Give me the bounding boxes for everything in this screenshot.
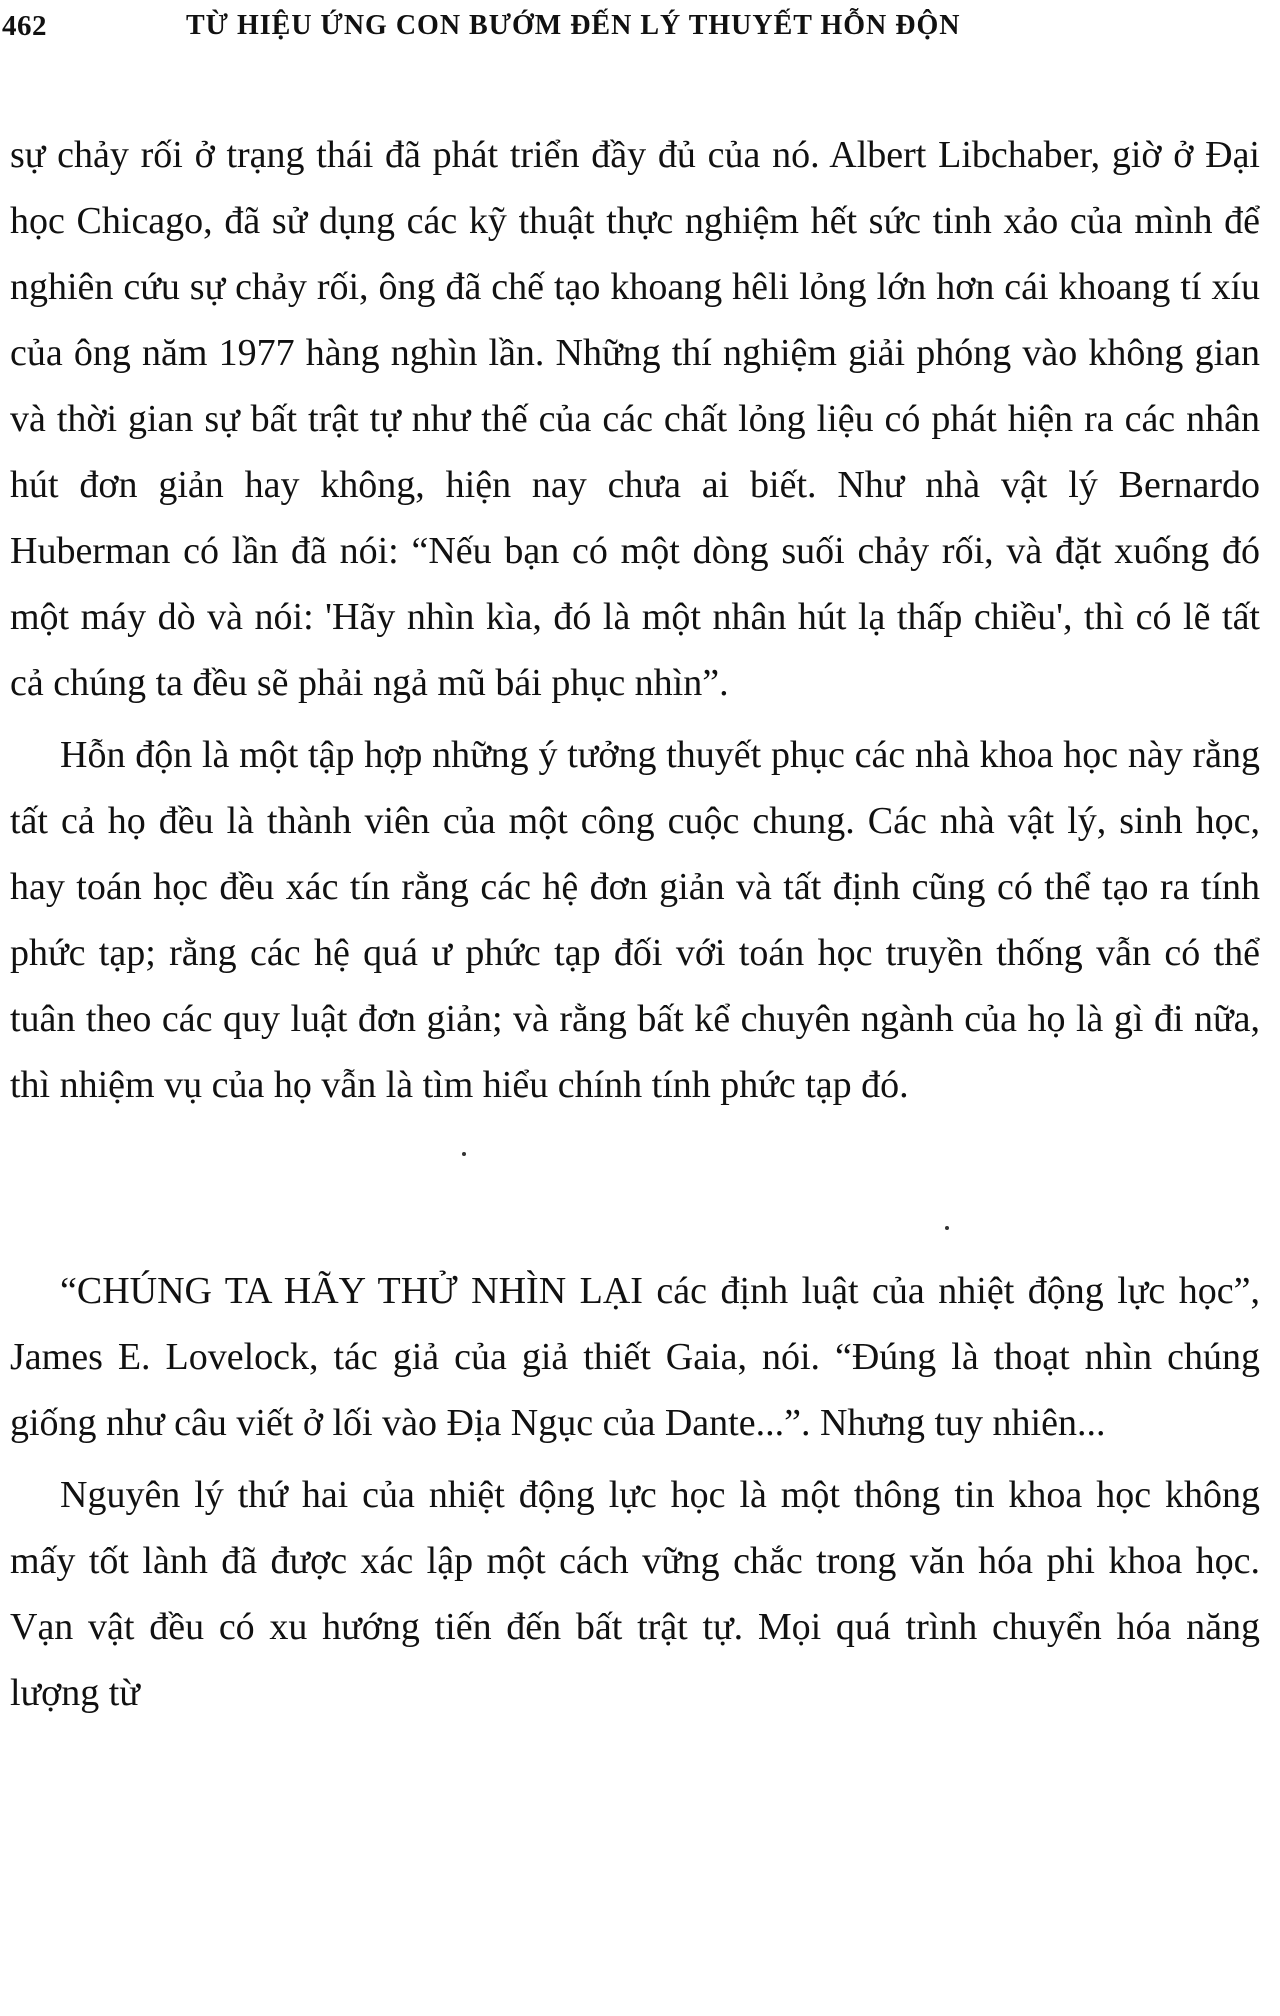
paragraph-2: Hỗn độn là một tập hợp những ý tưởng thuyết phục các nhà khoa học này rằng tất cả họ đều là thành viên của một công cuộc chung. Các nhà vật lý, sinh học, hay toán học đều xác tín rằng các hệ đơn giản và tất định cũng có thể tạo ra tính phức tạp; rằng các hệ quá ư phức tạp đối với toán học truyền thống vẫn có thể tuân theo các quy luật đơn giản; và rằng bất kể chuyên ngành của họ là gì đi nữa, thì nhiệm vụ của họ vẫn là tìm hiểu chính tính phức tạp đó.: [10, 734, 1260, 1106]
separator-dot: [945, 1226, 949, 1230]
separator-dot: [462, 1152, 466, 1156]
section-break: [10, 1118, 1260, 1258]
paragraph-3: “CHÚNG TA HÃY THỬ NHÌN LẠI các định luật của nhiệt động lực học”, James E. Lovelock, tác giả của giả thiết Gaia, nói. “Đúng là thoạt nhìn chúng giống như câu viết ở lối vào Địa Ngục của Dante...”. Nhưng tuy nhiên...: [10, 1270, 1260, 1444]
running-head: TỪ HIỆU ỨNG CON BƯỚM ĐẾN LÝ THUYẾT HỖN ĐỘN: [186, 10, 961, 41]
body-text: [10, 122, 1260, 1726]
page-header: [0, 10, 1280, 50]
paragraph-1: sự chảy rối ở trạng thái đã phát triển đầy đủ của nó. Albert Libchaber, giờ ở Đại học Chicago, đã sử dụng các kỹ thuật thực nghiệm hết sức tinh xảo của mình để nghiên cứu sự chảy rối, ông đã chế tạo khoang hêli lỏng lớn hơn cái khoang tí xíu của ông năm 1977 hàng nghìn lần. Những thí nghiệm giải phóng vào không gian và thời gian sự bất trật tự như thế của các chất lỏng liệu có phát hiện ra các nhân hút đơn giản hay không, hiện nay chưa ai biết. Như nhà vật lý Bernardo Huberman có lần đã nói: “Nếu bạn có một dòng suối chảy rối, và đặt xuống đó một máy dò và nói: 'Hãy nhìn kìa, đó là một nhân hút lạ thấp chiều', thì có lẽ tất cả chúng ta đều sẽ phải ngả mũ bái phục nhìn”.: [10, 134, 1260, 704]
paragraph-4: Nguyên lý thứ hai của nhiệt động lực học là một thông tin khoa học không mấy tốt lành đã được xác lập một cách vững chắc trong văn hóa phi khoa học. Vạn vật đều có xu hướng tiến đến bất trật tự. Mọi quá trình chuyển hóa năng lượng từ: [10, 1474, 1260, 1714]
page-number: 462: [2, 10, 47, 42]
